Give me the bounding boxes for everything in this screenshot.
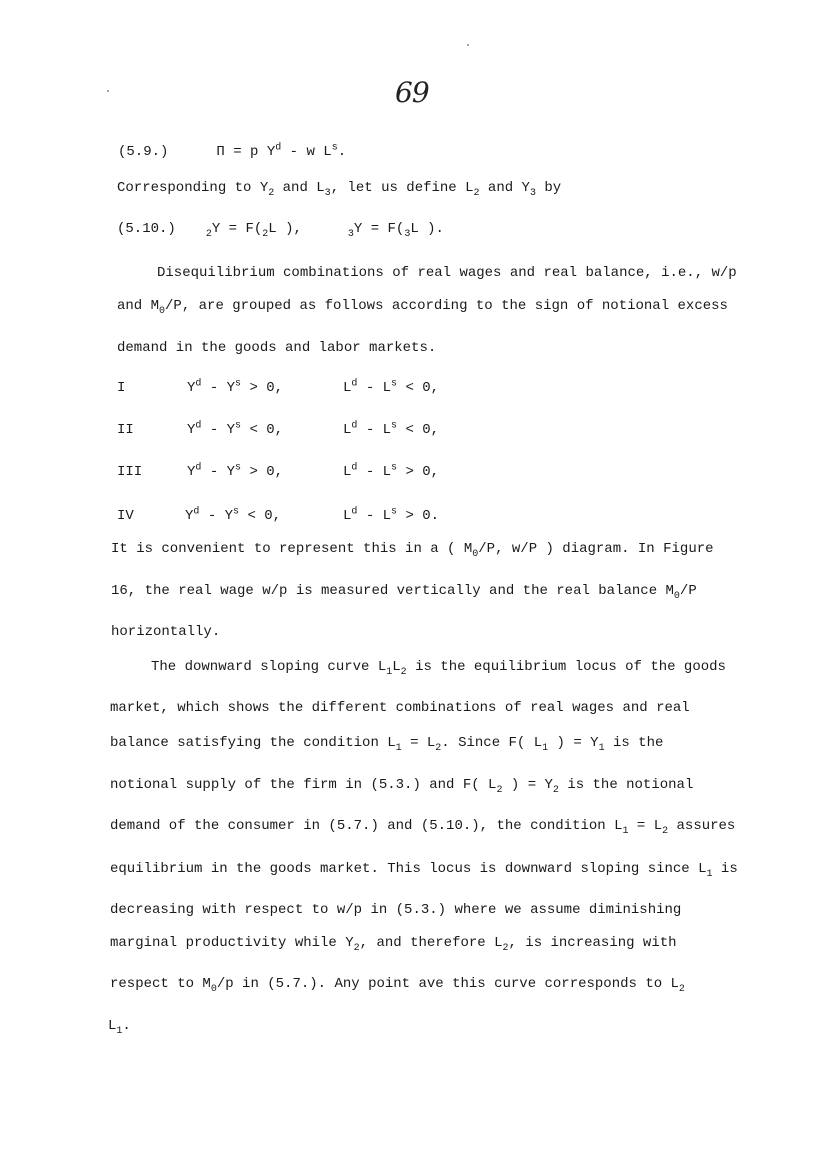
text-fragment: > 0, bbox=[241, 380, 284, 396]
text-fragment: L ), bbox=[268, 221, 302, 237]
text-fragment: , let us define L bbox=[330, 180, 474, 196]
text-fragment: - Y bbox=[199, 508, 234, 524]
labor-excess-demand bbox=[343, 422, 439, 438]
text-fragment: L bbox=[343, 508, 352, 524]
subscript: 1 bbox=[395, 742, 402, 754]
subscript: 0 bbox=[472, 548, 479, 560]
subscript: 2 bbox=[678, 983, 685, 995]
text-fragment: and Y bbox=[479, 180, 530, 196]
text-fragment: ) = Y bbox=[502, 777, 553, 793]
goods-excess-demand bbox=[187, 422, 283, 438]
text-fragment: notional supply of the firm in (5.3.) and F( L bbox=[110, 777, 497, 793]
labor-excess-demand bbox=[343, 380, 439, 396]
text-fragment: - w L bbox=[281, 144, 332, 160]
subscript: 3 bbox=[347, 228, 354, 240]
text-fragment: = F( bbox=[220, 221, 263, 237]
regime-label: III bbox=[117, 464, 143, 480]
superscript: d bbox=[351, 378, 358, 390]
text-fragment: Y bbox=[187, 464, 196, 480]
scan-speck bbox=[107, 90, 109, 92]
subscript: 2 bbox=[496, 784, 503, 796]
subscript: 2 bbox=[552, 784, 559, 796]
text-fragment: < 0, bbox=[397, 422, 440, 438]
text-fragment: . bbox=[337, 144, 347, 160]
text-fragment: /P bbox=[679, 583, 697, 599]
superscript: s bbox=[235, 462, 242, 474]
text-line bbox=[110, 861, 738, 880]
text-fragment: > 0, bbox=[397, 464, 440, 480]
labor-excess-demand bbox=[343, 508, 439, 524]
text-fragment: ) = Y bbox=[548, 735, 599, 751]
subscript: 0 bbox=[673, 590, 680, 602]
superscript: d bbox=[195, 420, 202, 432]
text-fragment: - L bbox=[357, 422, 392, 438]
text-fragment: L bbox=[343, 380, 352, 396]
text-fragment: /p in (5.7.). Any point ave this curve corresponds to L bbox=[216, 976, 679, 992]
superscript: d bbox=[275, 142, 282, 154]
goods-excess-demand bbox=[187, 464, 283, 480]
subscript: 2 bbox=[353, 942, 360, 954]
text-fragment: is the equilibrium locus of the goods bbox=[406, 659, 726, 675]
text-fragment: 16, the real wage w/p is measured vertically and the real balance M bbox=[111, 583, 674, 599]
text-fragment: < 0, bbox=[397, 380, 440, 396]
text-fragment: balance satisfying the condition L bbox=[110, 735, 396, 751]
subscript: 0 bbox=[210, 983, 217, 995]
text-fragment: by bbox=[535, 180, 562, 196]
text-fragment: is the notional bbox=[558, 777, 694, 793]
text-line: market, which shows the different combinations of real wages and real bbox=[110, 700, 690, 716]
text-fragment: - Y bbox=[201, 380, 236, 396]
subscript: 2 bbox=[473, 187, 480, 199]
text-fragment: L bbox=[343, 464, 352, 480]
text-fragment: respect to M bbox=[110, 976, 211, 992]
subscript: 2 bbox=[435, 742, 442, 754]
text-fragment: demand of the consumer in (5.7.) and (5.10.), the condition L bbox=[110, 818, 623, 834]
superscript: s bbox=[233, 506, 240, 518]
text-line bbox=[111, 541, 714, 560]
superscript: d bbox=[195, 378, 202, 390]
subscript: 3 bbox=[324, 187, 331, 199]
text-fragment: /P, are grouped as follows according to the sign of notional excess bbox=[165, 298, 728, 314]
subscript: 3 bbox=[529, 187, 536, 199]
text-fragment: = L bbox=[401, 735, 436, 751]
text-fragment: - Y bbox=[201, 422, 236, 438]
text-line: horizontally. bbox=[111, 624, 221, 640]
text-line bbox=[151, 659, 726, 678]
superscript: d bbox=[195, 462, 202, 474]
text-fragment: = L bbox=[628, 818, 663, 834]
text-fragment: Y bbox=[187, 380, 196, 396]
equation-label: (5.10.) bbox=[117, 221, 176, 237]
superscript: d bbox=[193, 506, 200, 518]
text-fragment: - Y bbox=[201, 464, 236, 480]
text-fragment: - L bbox=[357, 508, 392, 524]
text-fragment: L bbox=[108, 1018, 117, 1034]
subscript: 2 bbox=[262, 228, 269, 240]
superscript: s bbox=[391, 506, 398, 518]
subscript: 0 bbox=[159, 305, 166, 317]
text-line: demand in the goods and labor markets. bbox=[117, 340, 437, 356]
text-fragment: , and therefore L bbox=[359, 935, 503, 951]
text-fragment: Π bbox=[216, 144, 225, 160]
text-fragment: - L bbox=[357, 380, 392, 396]
text-fragment: < 0, bbox=[241, 422, 284, 438]
text-fragment: . Since F( L bbox=[441, 735, 543, 751]
labor-excess-demand bbox=[343, 464, 439, 480]
text-line bbox=[110, 818, 736, 837]
text-fragment: equilibrium in the goods market. This locus is downward sloping since L bbox=[110, 861, 707, 877]
text-fragment: /P, w/P ) diagram. In Figure bbox=[478, 541, 714, 557]
text-line bbox=[110, 777, 694, 796]
goods-excess-demand bbox=[185, 508, 281, 524]
text-line: decreasing with respect to w/p in (5.3.) where we assume diminishing bbox=[110, 902, 682, 918]
text-fragment: marginal productivity while Y bbox=[110, 935, 354, 951]
equation-label: (5.9.) bbox=[118, 144, 169, 160]
text-fragment: L bbox=[343, 422, 352, 438]
subscript: 1 bbox=[386, 666, 393, 678]
text-line bbox=[108, 1018, 131, 1037]
subscript: 2 bbox=[400, 666, 407, 678]
text-line bbox=[110, 735, 664, 754]
subscript: 2 bbox=[662, 825, 669, 837]
text-fragment: Corresponding to Y bbox=[117, 180, 269, 196]
superscript: s bbox=[331, 142, 338, 154]
subscript: 1 bbox=[622, 825, 629, 837]
equation-5-10 bbox=[117, 221, 444, 240]
text-fragment: It is convenient to represent this in a ( M bbox=[111, 541, 473, 557]
text-fragment: - L bbox=[357, 464, 392, 480]
text-fragment: The downward sloping curve L bbox=[151, 659, 387, 675]
subscript: 2 bbox=[502, 942, 509, 954]
text-fragment: Y bbox=[211, 221, 221, 237]
text-fragment: < 0, bbox=[239, 508, 282, 524]
text-fragment: Y bbox=[187, 422, 196, 438]
regime-label: IV bbox=[117, 508, 134, 524]
text-line bbox=[117, 298, 728, 317]
superscript: s bbox=[391, 378, 398, 390]
equation-5-9 bbox=[118, 144, 346, 160]
text-fragment: is bbox=[712, 861, 738, 877]
subscript: 1 bbox=[706, 868, 713, 880]
superscript: d bbox=[351, 462, 358, 474]
text-fragment: = F( bbox=[362, 221, 405, 237]
superscript: d bbox=[351, 506, 358, 518]
regime-label: II bbox=[117, 422, 134, 438]
text-line bbox=[117, 180, 562, 199]
text-fragment: L ). bbox=[410, 221, 444, 237]
subscript: 3 bbox=[404, 228, 411, 240]
page-number: 69 bbox=[395, 76, 429, 109]
text-fragment: = p Y bbox=[224, 144, 276, 160]
subscript: 2 bbox=[205, 228, 212, 240]
subscript: 1 bbox=[598, 742, 605, 754]
text-line bbox=[110, 976, 685, 995]
subscript: 1 bbox=[542, 742, 549, 754]
subscript: 2 bbox=[268, 187, 275, 199]
superscript: s bbox=[391, 462, 398, 474]
text-fragment: Y bbox=[353, 221, 363, 237]
goods-excess-demand bbox=[187, 380, 283, 396]
regime-label: I bbox=[117, 380, 126, 396]
text-line bbox=[110, 935, 677, 954]
scan-speck bbox=[467, 44, 469, 46]
text-fragment: and M bbox=[117, 298, 160, 314]
text-fragment: . bbox=[122, 1018, 131, 1034]
text-fragment: , is increasing with bbox=[508, 935, 677, 951]
text-fragment: > 0, bbox=[241, 464, 284, 480]
text-fragment: L bbox=[392, 659, 401, 675]
text-fragment: Y bbox=[185, 508, 194, 524]
superscript: s bbox=[235, 420, 242, 432]
subscript: 1 bbox=[116, 1025, 123, 1037]
text-fragment: > 0. bbox=[397, 508, 440, 524]
text-fragment: assures bbox=[668, 818, 736, 834]
superscript: s bbox=[235, 378, 242, 390]
text-fragment: is the bbox=[604, 735, 664, 751]
superscript: s bbox=[391, 420, 398, 432]
text-line: Disequilibrium combinations of real wages and real balance, i.e., w/p bbox=[157, 265, 737, 281]
text-fragment: and L bbox=[274, 180, 325, 196]
superscript: d bbox=[351, 420, 358, 432]
text-line bbox=[111, 583, 697, 602]
